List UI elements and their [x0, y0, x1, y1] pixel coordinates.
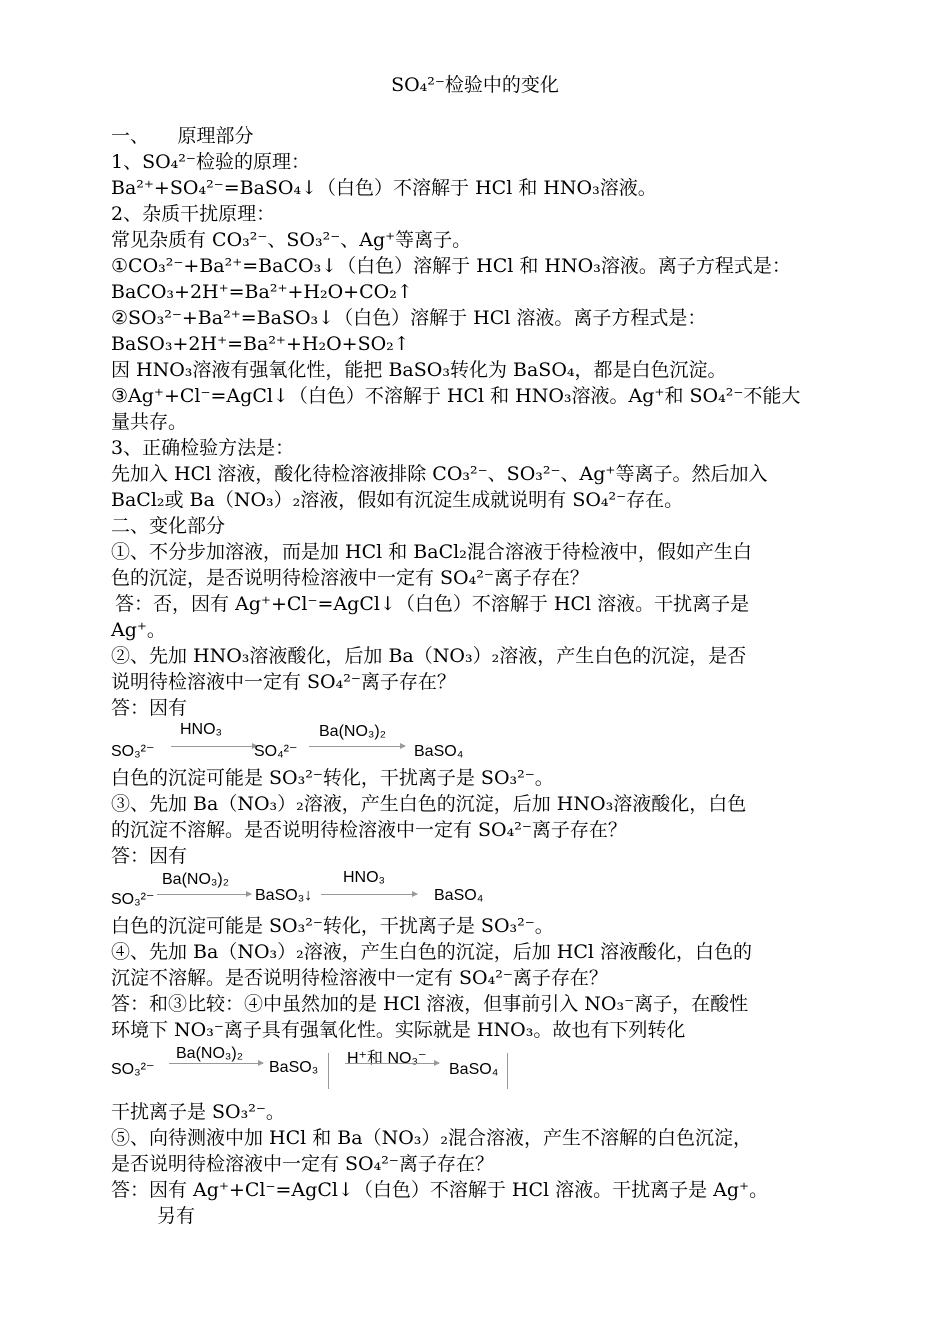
text-line: ⑤、向待测液中加 HCl 和 Ba（NO₃）₂混合溶液，产生不溶解的白色沉淀，	[111, 1127, 753, 1149]
text-line: 的沉淀不溶解。是否说明待检溶液中一定有 SO₄²⁻离子存在？	[111, 819, 627, 841]
reaction-reagent: Ba(NO₃)₂	[162, 871, 229, 888]
text-line: 沉淀不溶解。是否说明待检溶液中一定有 SO₄²⁻离子存在？	[111, 967, 608, 989]
answer-line: 答：因有 Ag⁺+Cl⁻=AgCl↓（白色）不溶解于 HCl 溶液。干扰离子是 Ag⁺。	[111, 1179, 769, 1201]
reaction-arrow	[169, 1063, 263, 1064]
reaction-arrow	[321, 894, 417, 895]
reaction-arrow	[171, 746, 257, 747]
subheading-interference: 2、杂质干扰原理：	[111, 203, 276, 225]
reaction-intermediate: BaSO₃	[269, 1059, 319, 1076]
section-heading-principle: 一、 原理部分	[111, 125, 254, 147]
reaction-arrow	[345, 1063, 439, 1064]
answer-line: 答：和③比较：④中虽然加的是 HCl 溶液，但事前引入 NO₃⁻离子，在酸性	[111, 993, 749, 1015]
reaction-product: BaSO₄	[449, 1061, 499, 1078]
text-line: Ba²⁺+SO₄²⁻=BaSO₄↓（白色）不溶解于 HCl 和 HNO₃溶液。	[111, 177, 657, 199]
text-line: ③Ag⁺+Cl⁻=AgCl↓（白色）不溶解于 HCl 和 HNO₃溶液。Ag⁺和 SO₄²⁻不能大	[111, 385, 801, 407]
reaction-reagent: HNO₃	[180, 721, 223, 738]
document-title: SO₄²⁻检验中的变化	[391, 74, 559, 96]
subheading-method: 3、正确检验方法是：	[111, 437, 295, 459]
text-line: 是否说明待检溶液中一定有 SO₄²⁻离子存在？	[111, 1153, 494, 1175]
text-line: ④、先加 Ba（NO₃）₂溶液，产生白色的沉淀，后加 HCl 溶液酸化，白色的	[111, 941, 753, 963]
subheading-principle: 1、SO₄²⁻检验的原理：	[111, 151, 310, 173]
text-line: 色的沉淀，是否说明待检溶液中一定有 SO₄²⁻离子存在？	[111, 567, 589, 589]
text-line: ①、不分步加溶液，而是加 HCl 和 BaCl₂混合溶液于待检液中，假如产生白	[111, 541, 752, 563]
text-line: 常见杂质有 CO₃²⁻、SO₃²⁻、Ag⁺等离子。	[111, 229, 472, 251]
text-line: 干扰离子是 SO₃²⁻。	[111, 1101, 285, 1123]
text-line: BaCl₂或 Ba（NO₃）₂溶液，假如有沉淀生成就说明有 SO₄²⁻存在。	[111, 489, 684, 511]
text-line: 另有	[157, 1205, 196, 1227]
text-line: 环境下 NO₃⁻离子具有强氧化性。实际就是 HNO₃。故也有下列转化	[111, 1019, 686, 1041]
reaction-intermediate: BaSO₃↓	[255, 887, 313, 904]
text-line: 因 HNO₃溶液有强氧化性，能把 BaSO₃转化为 BaSO₄，都是白色沉淀。	[111, 359, 727, 381]
precipitate-arrow	[507, 1053, 508, 1089]
reaction-scheme-1	[111, 721, 833, 765]
reaction-product: BaSO₄	[414, 743, 464, 760]
reaction-reagent: HNO₃	[343, 869, 386, 886]
text-line: 量共存。	[111, 411, 188, 433]
precipitate-arrow	[328, 1053, 329, 1089]
answer-line: 答：因有	[111, 845, 188, 867]
answer-line: 答：否，因有 Ag⁺+Cl⁻=AgCl↓（白色）不溶解于 HCl 溶液。干扰离子是	[115, 593, 750, 615]
reaction-reagent: Ba(NO₃)₂	[176, 1045, 243, 1062]
reaction-start: SO₃²⁻	[111, 1061, 155, 1078]
equation-line: BaCO₃+2H⁺=Ba²⁺+H₂O+CO₂↑	[111, 281, 413, 303]
reaction-reagent: Ba(NO₃)₂	[319, 723, 386, 740]
reaction-product: BaSO₄	[434, 887, 484, 904]
text-line: ②SO₃²⁻+Ba²⁺=BaSO₃↓（白色）溶解于 HCl 溶液。离子方程式是：	[111, 307, 707, 329]
text-line: 说明待检溶液中一定有 SO₄²⁻离子存在？	[111, 671, 456, 693]
answer-line: 答：因有	[111, 697, 188, 719]
section-heading-variation: 二、变化部分	[111, 515, 226, 537]
text-line: 先加入 HCl 溶液，酸化待检溶液排除 CO₃²⁻、SO₃²⁻、Ag⁺等离子。然后加入	[111, 463, 768, 485]
text-line: ②、先加 HNO₃溶液酸化，后加 Ba（NO₃）₂溶液，产生白色的沉淀，是否	[111, 645, 747, 667]
text-line: 白色的沉淀可能是 SO₃²⁻转化，干扰离子是 SO₃²⁻。	[111, 915, 554, 937]
text-line: ③、先加 Ba（NO₃）₂溶液，产生白色的沉淀，后加 HNO₃溶液酸化，白色	[111, 793, 747, 815]
text-line: 白色的沉淀可能是 SO₃²⁻转化，干扰离子是 SO₃²⁻。	[111, 767, 554, 789]
equation-line: BaSO₃+2H⁺=Ba²⁺+H₂O+SO₂↑	[111, 333, 410, 355]
reaction-intermediate: SO₄²⁻	[254, 743, 298, 760]
text-line: ①CO₃²⁻+Ba²⁺=BaCO₃↓（白色）溶解于 HCl 和 HNO₃溶液。离子方程式是：	[111, 255, 791, 277]
text-line: Ag⁺。	[111, 619, 166, 641]
reaction-scheme-3	[111, 1043, 833, 1099]
reaction-reagent: H⁺和 NO₃⁻	[347, 1050, 427, 1067]
reaction-start: SO₃²⁻	[111, 891, 155, 908]
reaction-arrow	[157, 894, 251, 895]
reaction-arrow	[309, 746, 405, 747]
document-body	[111, 123, 833, 1229]
reaction-start: SO₃²⁻	[111, 743, 155, 760]
reaction-scheme-2	[111, 869, 833, 913]
